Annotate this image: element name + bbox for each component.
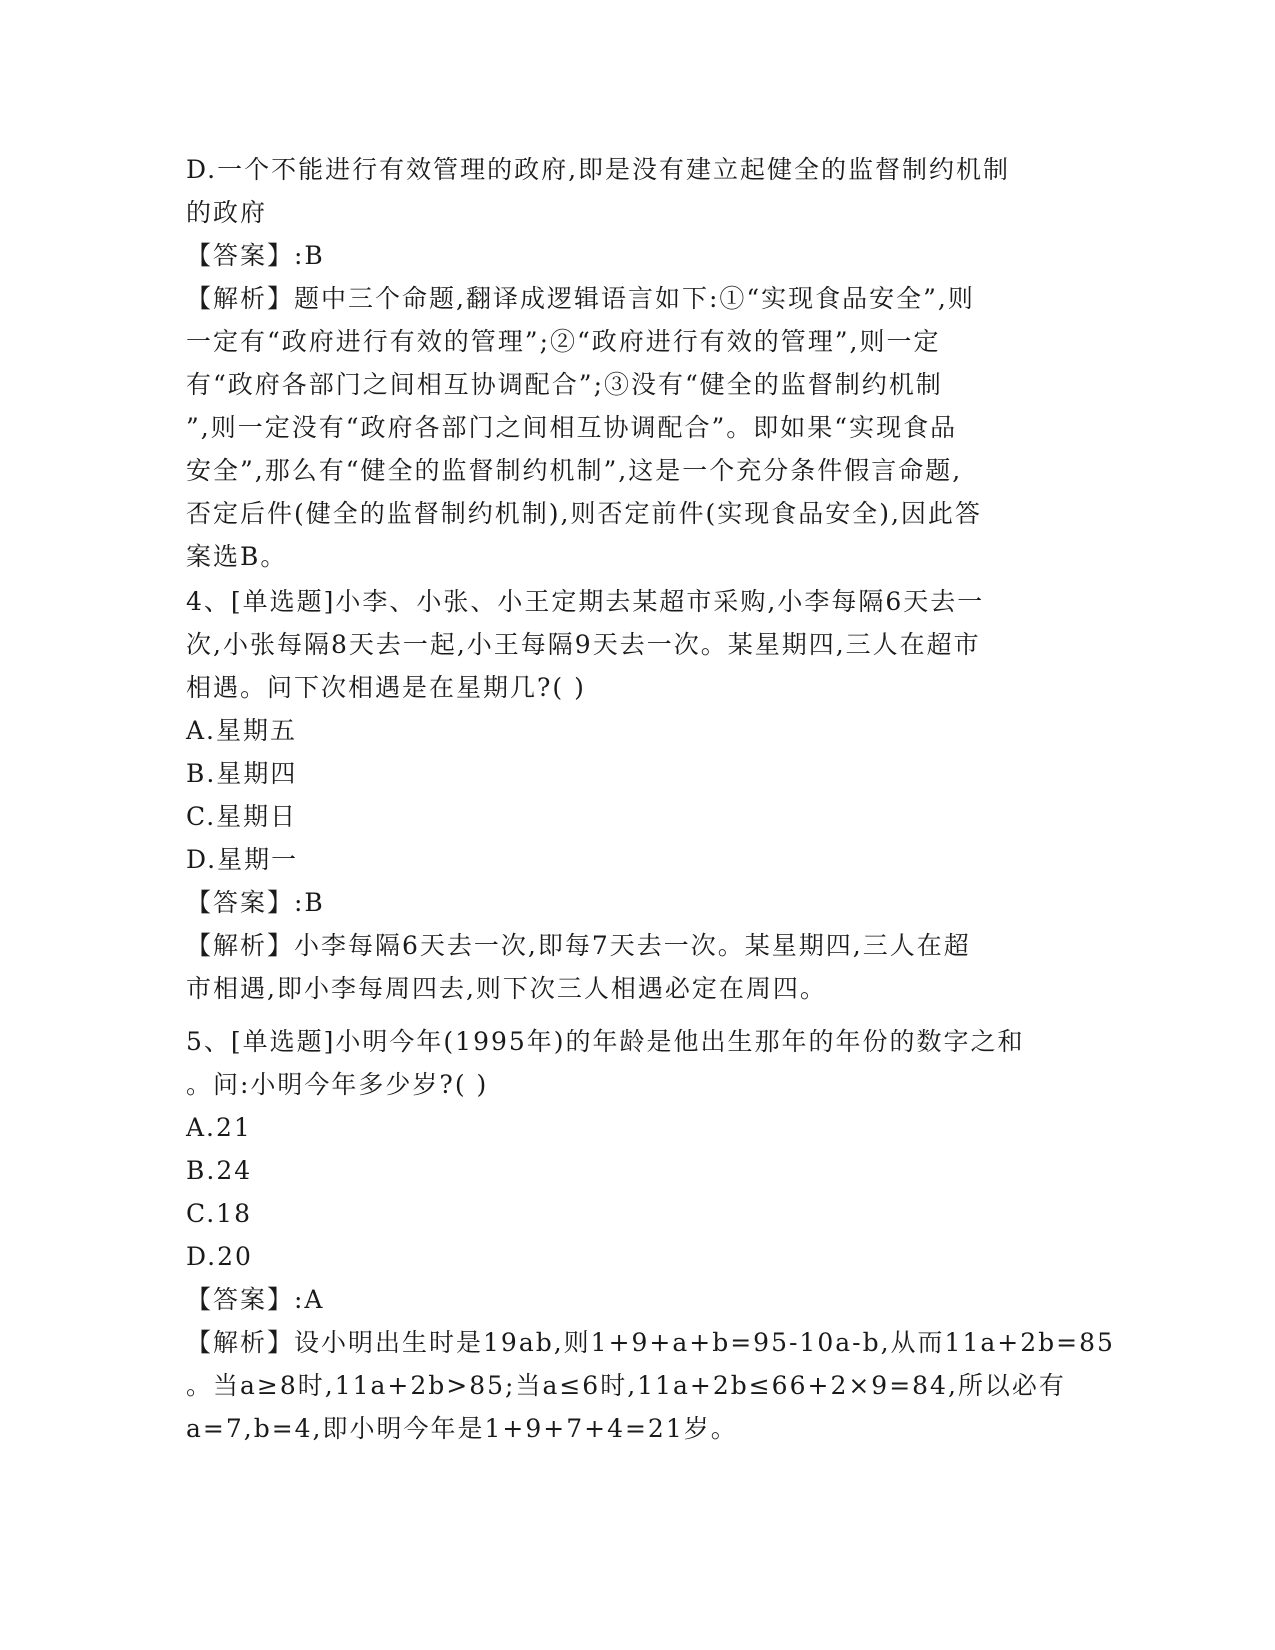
option-b: B.星期四 [186, 759, 298, 788]
answer-line: 【答案】:A [186, 1285, 325, 1314]
analysis-line: 有“政府各部门之间相互协调配合”;③没有“健全的监督制约机制 [186, 370, 943, 399]
analysis-line: 【解析】题中三个命题,翻译成逻辑语言如下:①“实现食品安全”,则 [186, 284, 975, 313]
analysis-line: a=7,b=4,即小明今年是1+9+7+4=21岁。 [186, 1414, 738, 1443]
option-d-line: D.一个不能进行有效管理的政府,即是没有建立起健全的监督制约机制 [186, 155, 1011, 184]
option-a: A.星期五 [186, 716, 298, 745]
answer-line: 【答案】:B [186, 241, 325, 270]
option-d: D.星期一 [186, 845, 299, 874]
analysis-line: 。当a≥8时,11a+2b>85;当a≤6时,11a+2b≤66+2×9=84,所以必有 [186, 1371, 1066, 1400]
question-stem-line: 相遇。问下次相遇是在星期几?( ) [186, 673, 586, 702]
analysis-line: 市相遇,即小李每周四去,则下次三人相遇必定在周四。 [186, 974, 827, 1003]
question-stem-line: 5、[单选题]小明今年(1995年)的年龄是他出生那年的年份的数字之和 [186, 1027, 1025, 1056]
analysis-line: 一定有“政府进行有效的管理”;②“政府进行有效的管理”,则一定 [186, 327, 941, 356]
option-a: A.21 [186, 1113, 252, 1142]
question-stem-line: 4、[单选题]小李、小张、小王定期去某超市采购,小李每隔6天去一 [186, 587, 985, 616]
analysis-line: 【解析】小李每隔6天去一次,即每7天去一次。某星期四,三人在超 [186, 931, 971, 960]
option-c: C.18 [186, 1199, 252, 1228]
analysis-line: 【解析】设小明出生时是19ab,则1+9+a+b=95-10a-b,从而11a+2b=85 [186, 1328, 1115, 1357]
answer-line: 【答案】:B [186, 888, 325, 917]
option-d-line: 的政府 [186, 198, 268, 227]
analysis-line: 安全”,那么有“健全的监督制约机制”,这是一个充分条件假言命题, [186, 456, 963, 485]
question-stem-line: 。问:小明今年多少岁?( ) [186, 1070, 489, 1099]
question-4 [186, 580, 1086, 1010]
analysis-line: ”,则一定没有“政府各部门之间相互协调配合”。即如果“实现食品 [186, 413, 958, 442]
option-d: D.20 [186, 1242, 253, 1271]
question-5 [186, 1020, 1115, 1450]
question-stem-line: 次,小张每隔8天去一起,小王每隔9天去一次。某星期四,三人在超市 [186, 630, 981, 659]
analysis-line: 否定后件(健全的监督制约机制),则否定前件(实现食品安全),因此答 [186, 499, 982, 528]
option-b: B.24 [186, 1156, 253, 1185]
question-3-tail [186, 148, 1086, 578]
option-c: C.星期日 [186, 802, 298, 831]
analysis-line: 案选B。 [186, 542, 288, 571]
